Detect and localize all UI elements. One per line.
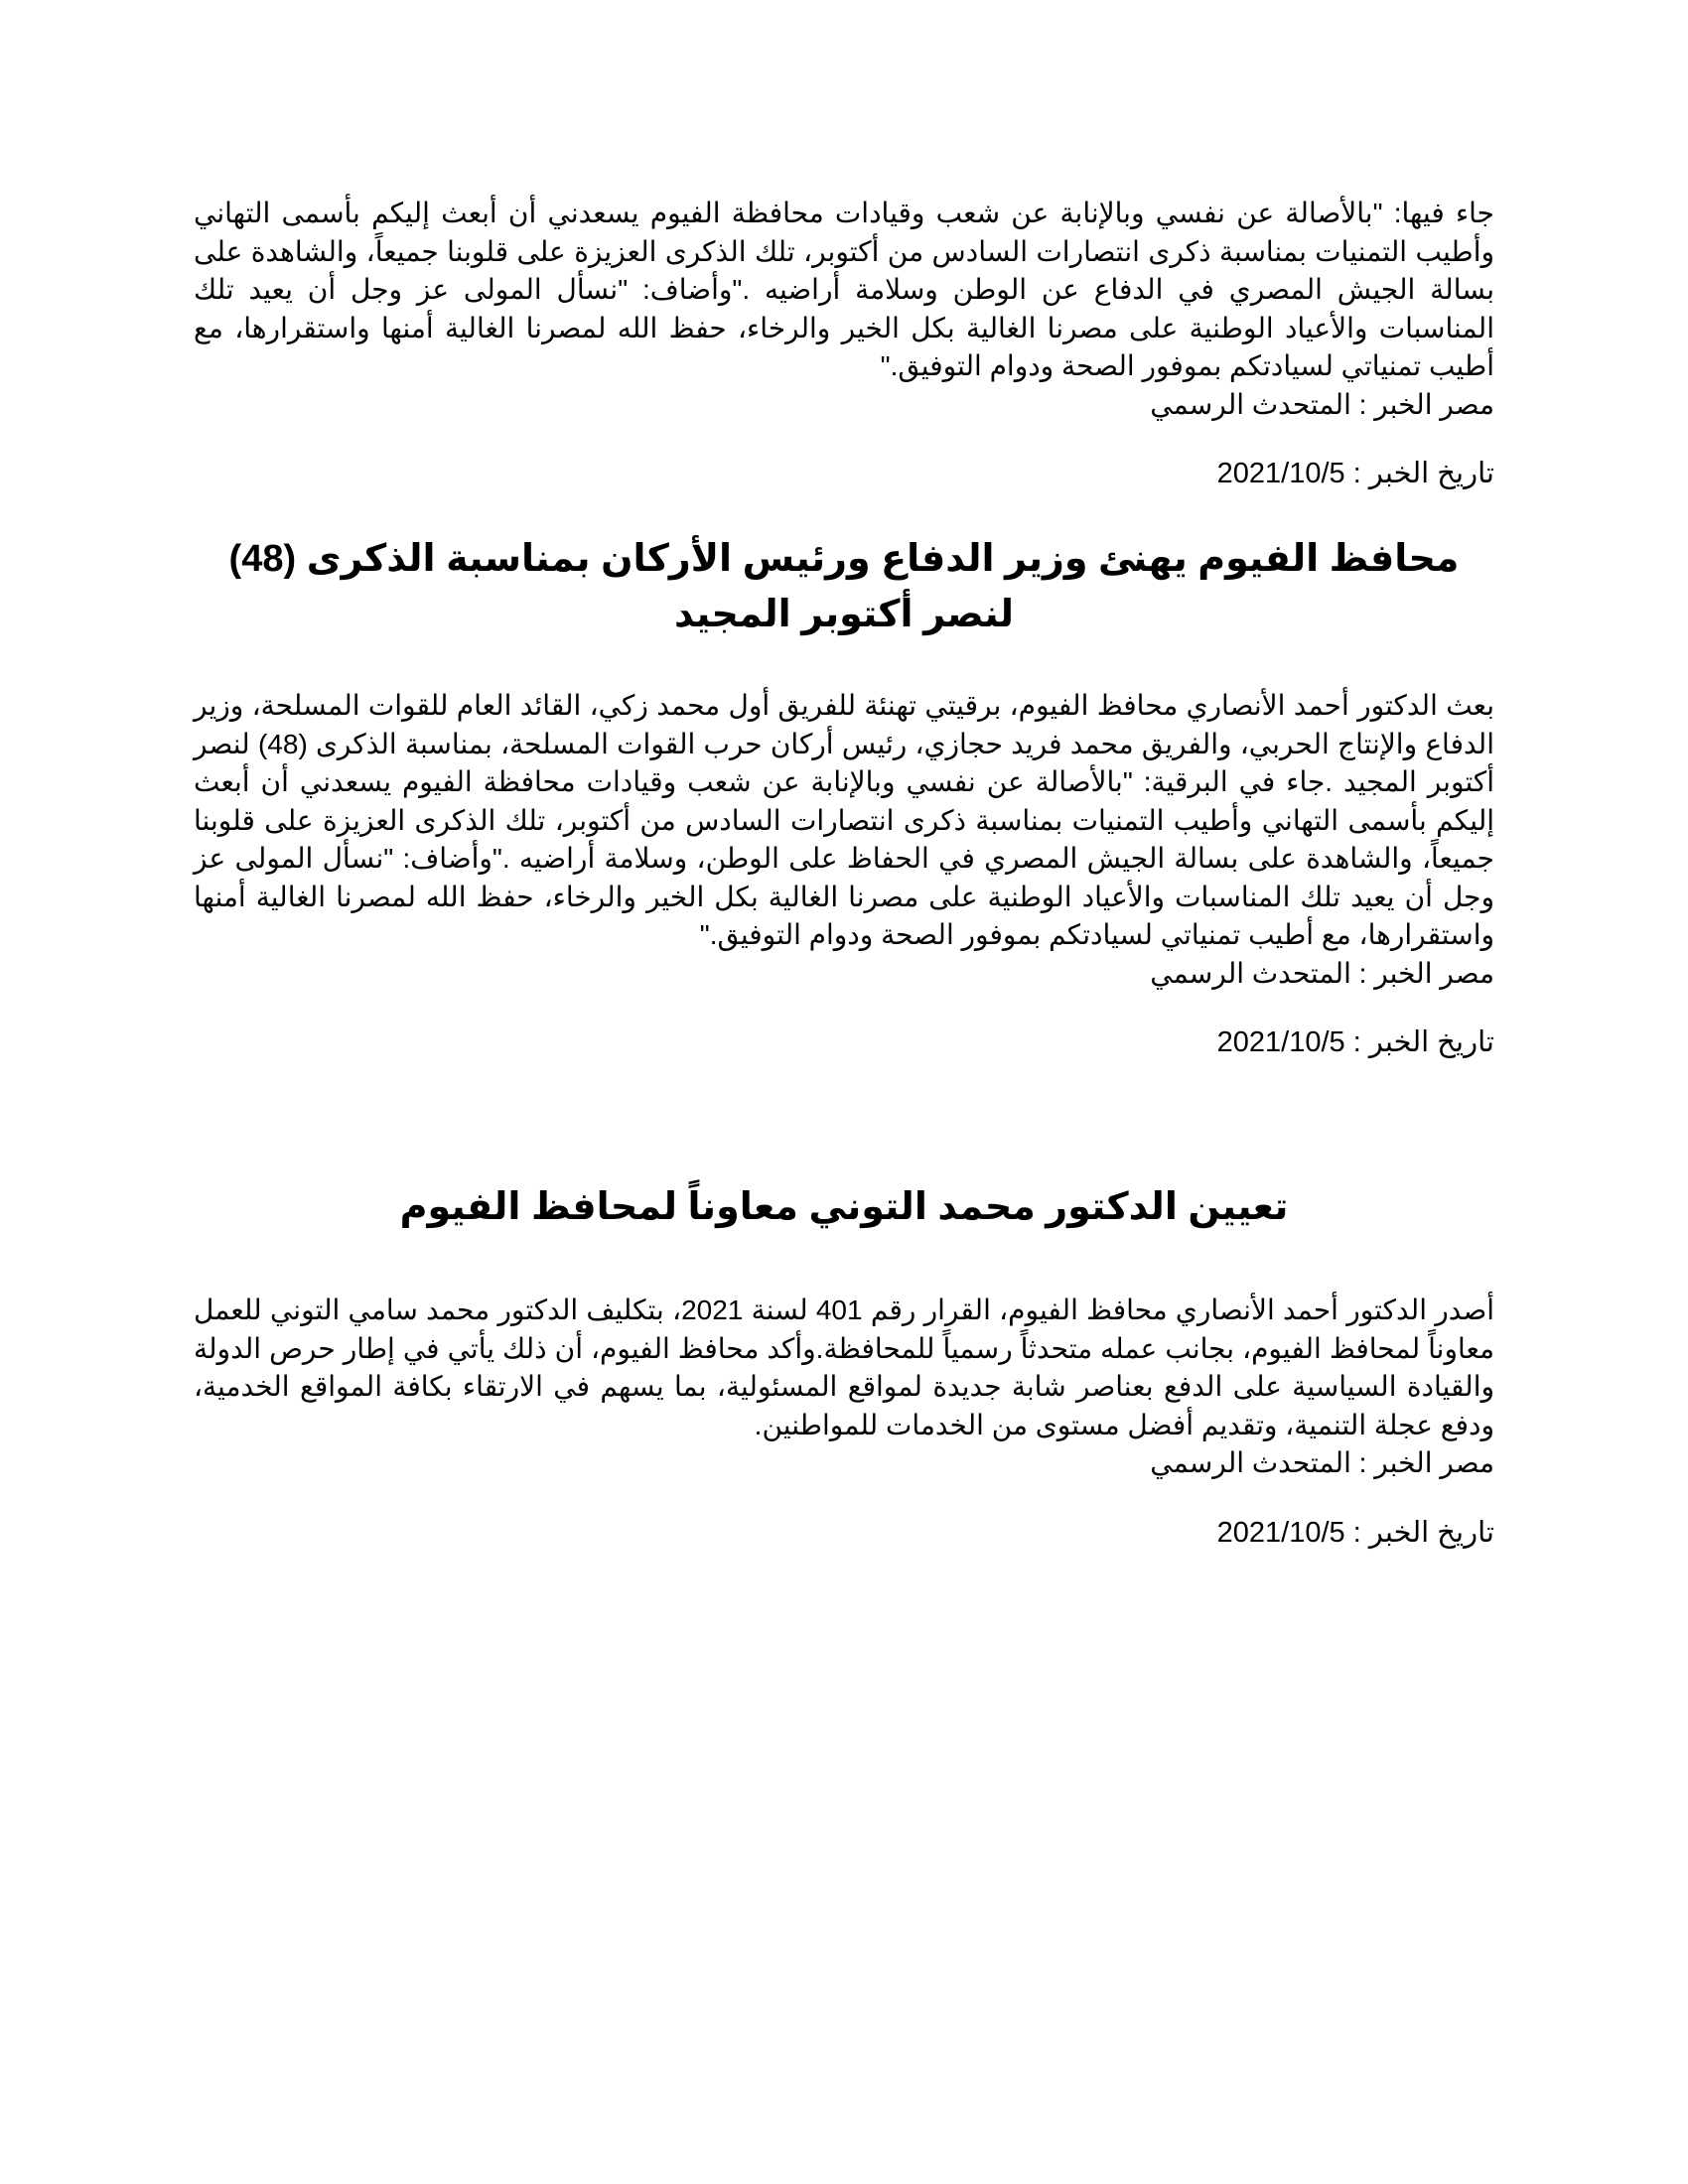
article-2-source: مصر الخبر : المتحدث الرسمي — [1150, 957, 1494, 989]
document-page — [194, 195, 1494, 1553]
article-1-date-line — [194, 454, 1494, 493]
article-2-headline: محافظ الفيوم يهنئ وزير الدفاع ورئيس الأركان بمناسبة الذكرى (48) لنصر أكتوبر المجيد — [228, 538, 1460, 635]
article-2-date-label: تاريخ الخبر : — [1352, 1026, 1494, 1058]
article-3-date-label: تاريخ الخبر : — [1352, 1516, 1494, 1549]
article-1-date-label: تاريخ الخبر : — [1352, 458, 1494, 489]
article-3-date: 2021/10/5 — [1216, 1516, 1345, 1549]
article-3-source: مصر الخبر : المتحدث الرسمي — [1150, 1447, 1494, 1478]
article-1-source: مصر الخبر : المتحدث الرسمي — [1150, 388, 1494, 420]
article-2-date: 2021/10/5 — [1216, 1026, 1345, 1058]
article-3-headline: تعيين الدكتور محمد التوني معاوناً لمحافظ الفيوم — [399, 1186, 1289, 1228]
article-3-body: أصدر الدكتور أحمد الأنصاري محافظ الفيوم، القرار رقم 401 لسنة 2021، بتكليف الدكتور محمد سامي التوني للعمل معاوناً لمحافظ الفيوم، بجانب عمله متحدثاً رسمياً للمحافظة.وأكد محافظ الفيوم، أن ذلك يأتي في إطار حرص الدولة والقيادة السياسية على الدفع بعناصر شابة جديدة لمواقع المسئولية، بما يسهم في الارتقاء بكافة المواقع الخدمية، ودفع عجلة التنمية، وتقديم أفضل مستوى من الخدمات للمواطنين. — [194, 1295, 1494, 1440]
article-2-date-line — [194, 1023, 1494, 1062]
article-1-body: جاء فيها: "بالأصالة عن نفسي وبالإنابة عن شعب وقيادات محافظة الفيوم يسعدني أن أبعث إليكم بأسمى التهاني وأطيب التمنيات بمناسبة ذكرى انتصارات السادس من أكتوبر، تلك الذكرى العزيزة على قلوبنا جميعاً، والشاهدة على بسالة الجيش المصري في الدفاع عن الوطن وسلامة أراضيه ."وأضاف: "نسأل المولى عز وجل أن يعيد تلك المناسبات والأعياد الوطنية على مصرنا الغالية بكل الخير والرخاء، حفظ الله لمصرنا الغالية أمنها واستقرارها، مع أطيب تمنياتي لسيادتكم بموفور الصحة ودوام التوفيق." — [194, 198, 1494, 381]
article-3-date-line — [194, 1513, 1494, 1553]
article-2-body: بعث الدكتور أحمد الأنصاري محافظ الفيوم، برقيتي تهنئة للفريق أول محمد زكي، القائد العام للقوات المسلحة، وزير الدفاع والإنتاج الحربي، والفريق محمد فريد حجازي، رئيس أركان حرب القوات المسلحة، بمناسبة الذكرى (48) لنصر أكتوبر المجيد .جاء في البرقية: "بالأصالة عن نفسي وبالإنابة عن شعب وقيادات محافظة الفيوم يسعدني أن أبعث إليكم بأسمى التهاني وأطيب التمنيات بمناسبة ذكرى انتصارات السادس من أكتوبر، تلك الذكرى العزيزة على قلوبنا جميعاً، والشاهدة على بسالة الجيش المصري في الحفاظ على الوطن، وسلامة أراضيه ."وأضاف: "نسأل المولى عز وجل أن يعيد تلك المناسبات والأعياد الوطنية على مصرنا الغالية بكل الخير والرخاء، حفظ الله لمصرنا الغالية أمنها واستقرارها، مع أطيب تمنياتي لسيادتكم بموفور الصحة ودوام التوفيق." — [194, 690, 1494, 950]
article-1-date: 2021/10/5 — [1216, 458, 1345, 489]
